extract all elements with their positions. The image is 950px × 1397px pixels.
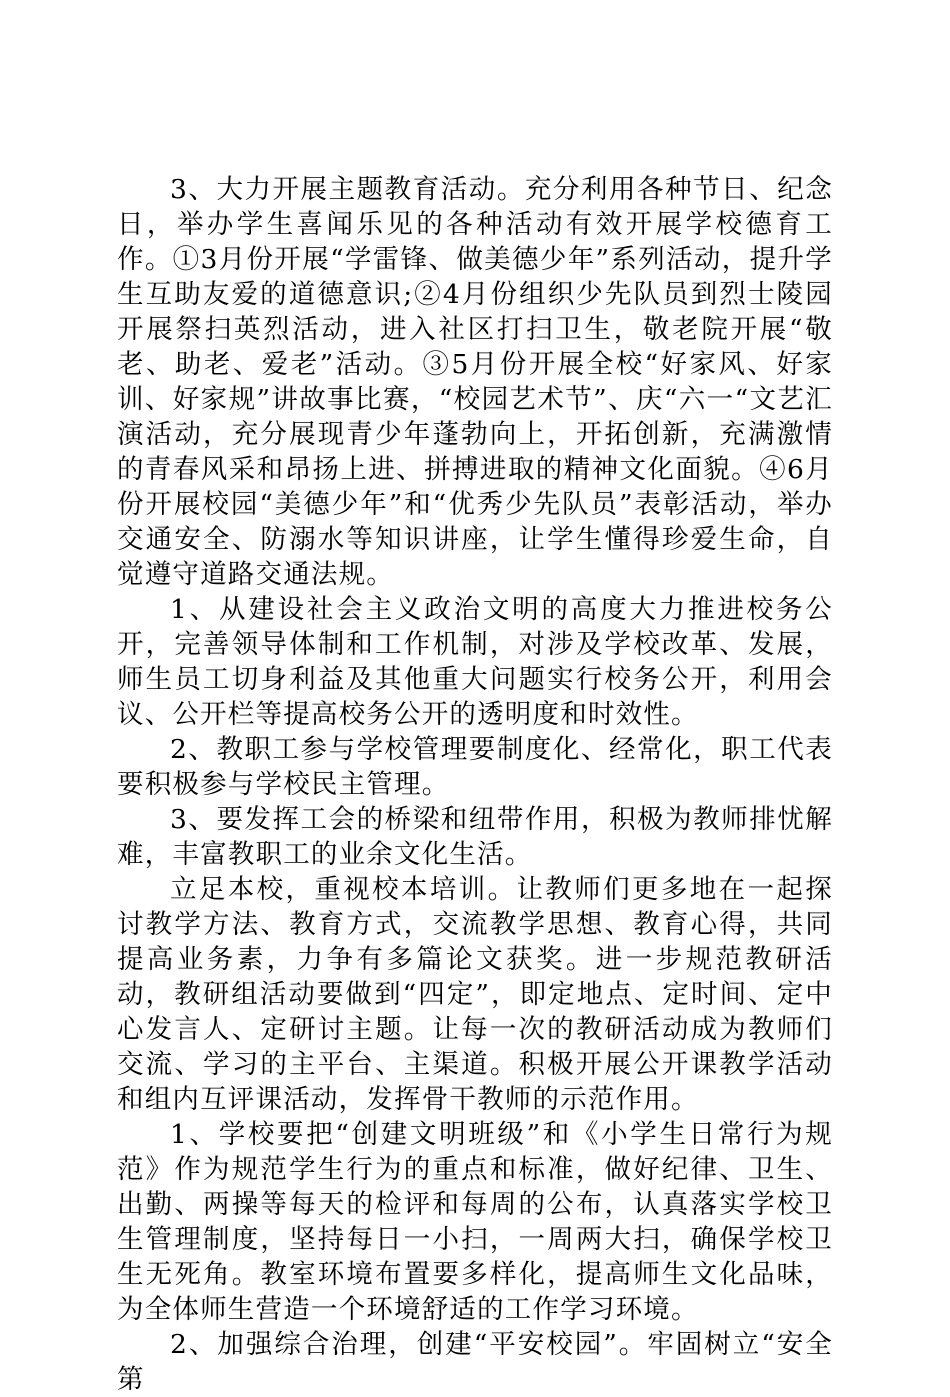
document-body [117, 172, 833, 1397]
paragraph-civilized-class: 1、学校要把“创建文明班级”和《小学生日常行为规范》作为规范学生行为的重点和标准，做好纪律、卫生、出勤、两操等每天的检评和每周的公布，认真落实学校卫生管理制度，坚持每日一小扫，一周两大扫，确保学校卫生无死角。教室环境布置要多样化，提高师生文化品味，为全体师生营造一个环境舒适的工作学习环境。 [117, 1119, 833, 1325]
paragraph-safe-campus: 2、加强综合治理，创建“平安校园”。牢固树立“安全第 [117, 1329, 833, 1395]
paragraph-school-training: 立足本校，重视校本培训。让教师们更多地在一起探讨教学方法、教育方式，交流教学思想、教育心得，共同提高业务素，力争有多篇论文获奖。进一步规范教研活动，教研组活动要做到“四定”，即定地点、定时间、定中心发言人、定研讨主题。让每一次的教研活动成为教师们交流、学习的主平台、主渠道。积极开展公开课教学活动和组内互评课活动，发挥骨干教师的示范作用。 [117, 874, 833, 1115]
paragraph-school-affairs-openness: 1、从建设社会主义政治文明的高度大力推进校务公开，完善领导体制和工作机制，对涉及学校改革、发展，师生员工切身利益及其他重大问题实行校务公开，利用会议、公开栏等提高校务公开的透明度和时效性。 [117, 594, 833, 730]
paragraph-staff-participation: 2、教职工参与学校管理要制度化、经常化，职工代表要积极参与学校民主管理。 [117, 734, 833, 800]
paragraph-union-role: 3、要发挥工会的桥梁和纽带作用，积极为教师排忧解难，丰富教职工的业余文化生活。 [117, 804, 833, 870]
paragraph-theme-education: 3、大力开展主题教育活动。充分利用各种节日、纪念日，举办学生喜闻乐见的各种活动有效开展学校德育工作。①3月份开展“学雷锋、做美德少年”系列活动，提升学生互助友爱的道德意识;②4月份组织少先队员到烈士陵园开展祭扫英烈活动，进入社区打扫卫生，敬老院开展“敬老、助老、爱老”活动。③5月份开展全校“好家风、好家训、好家规”讲故事比赛，“校园艺术节”、庆“六一“文艺汇演活动，充分展现青少年蓬勃向上，开拓创新，充满激情的青春风采和昂扬上进、拼搏进取的精神文化面貌。④6月份开展校园“美德少年”和“优秀少先队员”表彰活动，举办交通安全、防溺水等知识讲座，让学生懂得珍爱生命，自觉遵守道路交通法规。 [117, 174, 833, 590]
